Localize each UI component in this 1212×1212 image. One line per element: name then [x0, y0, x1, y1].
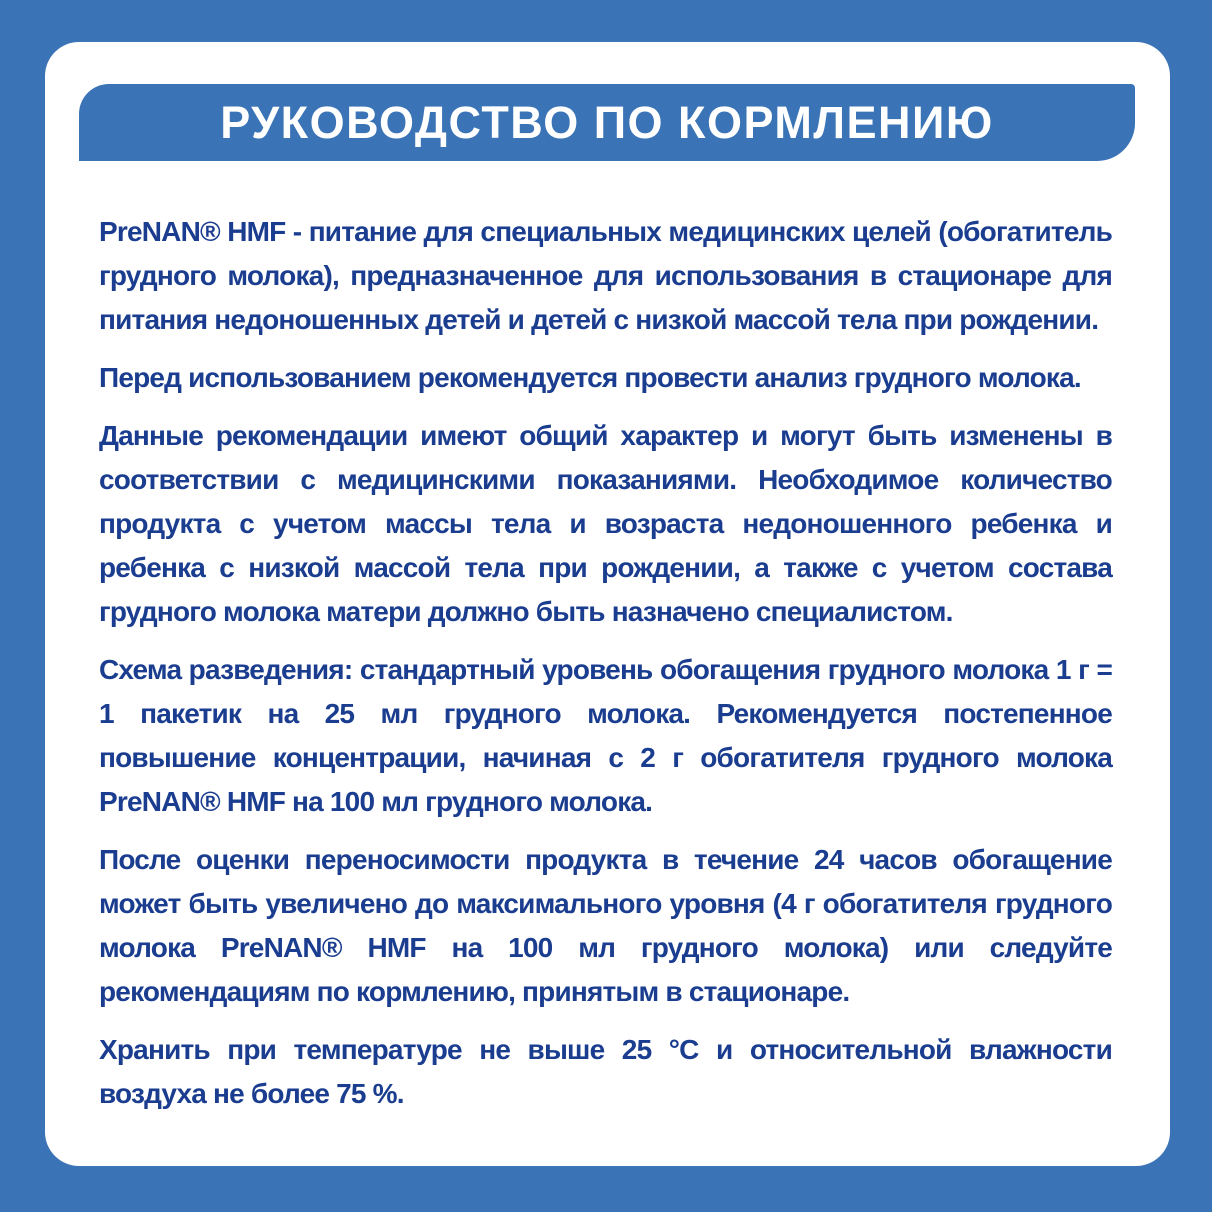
title-banner	[79, 84, 1135, 161]
paragraph-dilution-scheme: Схема разведения: стандартный уровень обогащения грудного молока 1 г = 1 пакетик на 25 мл грудного молока. Рекомендуется постепенное повышение концентрации, начиная с 2 г обогатителя грудного молока PreNAN® HMF на 100 мл грудного молока.	[99, 654, 1112, 817]
paragraph-recommendations: Данные рекомендации имеют общий характер и могут быть изменены в соответствии с медицинскими показаниями. Необходимое количество продукта с учетом массы тела и возраста недоношенного ребенка и ребенка с низкой массой тела при рождении, а также с учетом состава грудного молока матери должно быть назначено специалистом.	[99, 420, 1112, 627]
paragraph-storage: Хранить при температуре не выше 25 °С и относительной влажности воздуха не более 75 %.	[99, 1034, 1112, 1109]
paragraph-tolerance: После оценки переносимости продукта в течение 24 часов обогащение может быть увеличено до максимального уровня (4 г обогатителя грудного молока PreNAN® HMF на 100 мл грудного молока) или следуйте рекомендациям по кормлению, принятым в стационаре.	[99, 844, 1112, 1007]
paragraph-milk-analysis: Перед использованием рекомендуется провести анализ грудного молока.	[99, 362, 1081, 393]
page-title: РУКОВОДСТВО ПО КОРМЛЕНИЮ	[220, 96, 994, 148]
feeding-guide-text	[99, 210, 1112, 1130]
paragraph-product-description: PreNAN® HMF - питание для специальных медицинских целей (обогатитель грудного молока), предназначенное для использования в стационаре для питания недоношенных детей и детей с низкой массой тела при рождении.	[99, 216, 1112, 335]
info-card	[45, 42, 1170, 1166]
